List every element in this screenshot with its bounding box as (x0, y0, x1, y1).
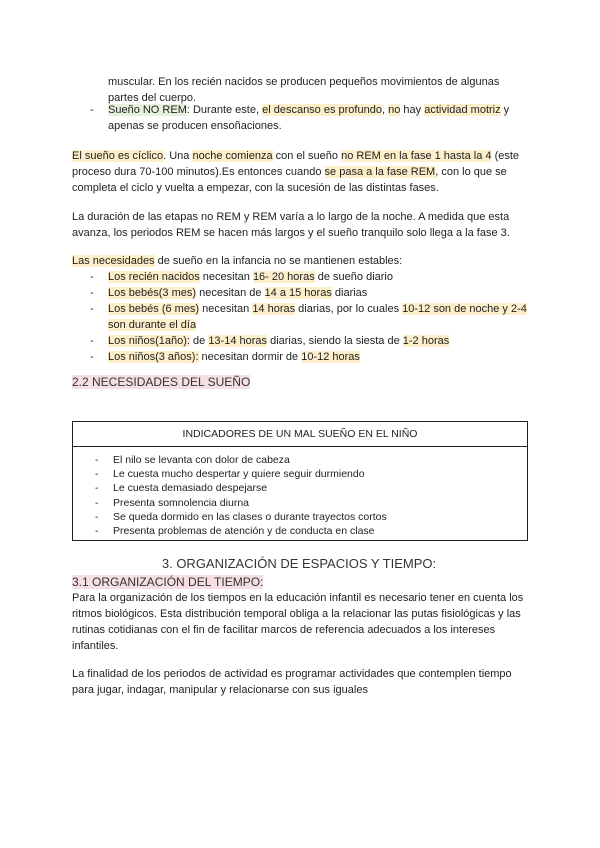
bullet-dash: - (90, 104, 94, 116)
list-item: - Los niños(1año): de 13-14 horas diarias, siendo la siesta de 1-2 horas (90, 335, 450, 347)
list-item: - Los niños(3 años): necesitan dormir de 10-12 horas (90, 351, 360, 363)
nrem-bullet: - Sueño NO REM: Durante este, el descanso es profundo, no hay actividad motriz y apenas se producen ensoñaciones. (90, 104, 510, 132)
list-item: - Le cuesta demasiado despejarse (95, 482, 268, 495)
section-2-2-heading: 2.2 NECESIDADES DEL SUEÑO (72, 375, 251, 389)
list-item: - Los bebés(3 mes) necesitan de 14 a 15 horas diarias (90, 287, 368, 299)
intro-line-1: muscular. En los recién nacidos se producen pequeños movimientos de algunas (108, 76, 500, 88)
duration-paragraph: La duración de las etapas no REM y REM varía a lo largo de la noche. A medida que esta avanza, los periodos REM se hacen más largos y el sueño tranquilo solo llega a la fase 3. (72, 211, 510, 239)
needs-intro: Las necesidades de sueño en la infancia no se mantienen estables: (72, 255, 403, 267)
nrem-label: Sueño NO REM (108, 104, 187, 116)
intro-line-2: partes del cuerpo. (108, 92, 197, 104)
list-item: - El nilo se levanta con dolor de cabeza (95, 454, 290, 466)
paragraph-3-1-b: La finalidad de los periodos de actividad es programar actividades que contemplen tiempo para jugar, indagar, manipular y relacionarse con sus iguales (72, 668, 512, 696)
cycle-paragraph: El sueño es cíclico. Una noche comienza con el sueño no REM en la fase 1 hasta la 4 (este proceso dura 70-100 minutos).Es entonces cuando se pasa a la fase REM, con lo que se completa el ciclo y vuelta a empezar, con la sucesión de las distintas fases. (72, 150, 520, 194)
paragraph-3-1-a: Para la organización de los tiempos en la educación infantil es necesario tener en cuenta los ritmos biológicos. Esta distribución temporal obliga a la relacionar las putas fisiológicas y las rutinas cotidianas con el fin de facilitar marcos de referencia adecuados a los intereses infantiles. (72, 592, 524, 652)
list-item: - Los bebés (6 mes) necesitan 14 horas diarias, por lo cuales 10-12 son de noche y 2-4 son durante el día (90, 303, 527, 331)
list-item: - Presenta somnolencia diurna (95, 496, 249, 509)
section-3-1-heading: 3.1 ORGANIZACIÓN DEL TIEMPO: (72, 575, 264, 589)
needs-list (72, 269, 534, 365)
indicators-box (72, 421, 528, 541)
list-item: - Presenta problemas de atención y de conducta en clase (95, 525, 375, 538)
indicators-box-title: INDICADORES DE UN MAL SUEÑO EN EL NIÑO (73, 422, 527, 447)
list-item: - Se queda dormido en las clases o durante trayectos cortos (95, 510, 387, 523)
list-item: - Le cuesta mucho despertar y quiere seguir durmiendo (95, 468, 365, 481)
list-item: - Los recién nacidos necesitan 16- 20 horas de sueño diario (90, 271, 393, 283)
section-3-heading: 3. ORGANIZACIÓN DE ESPACIOS Y TIEMPO: (161, 556, 437, 571)
